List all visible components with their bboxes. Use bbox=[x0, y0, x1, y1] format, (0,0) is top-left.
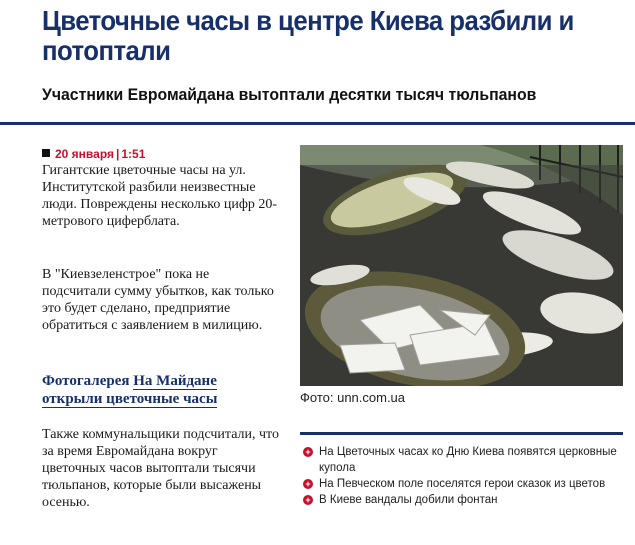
related-news-link[interactable]: На Цветочных часах ко Дню Киева появятся церковные купола bbox=[319, 446, 617, 474]
date-separator: | bbox=[116, 147, 120, 161]
gallery-link[interactable]: На Майдане открыли цветочные часы bbox=[42, 373, 218, 407]
dateline bbox=[42, 146, 145, 162]
article-time: 1:51 bbox=[121, 147, 146, 161]
related-news-link[interactable]: В Киеве вандалы добили фонтан bbox=[319, 494, 498, 506]
article-subheadline: Участники Евромайдана вытоптали десятки тысяч тюльпанов bbox=[42, 85, 537, 104]
article-paragraph: Гигантские цветочные часы на ул. Институтской разбили неизвестные люди. Повреждены несколько цифр 20-метрового циферблата. bbox=[42, 163, 278, 229]
related-divider bbox=[300, 432, 623, 435]
related-news-item[interactable] bbox=[303, 444, 623, 476]
gallery-label: Фотогалерея bbox=[42, 373, 130, 389]
square-bullet-icon bbox=[42, 149, 50, 157]
related-news-link[interactable]: На Певческом поле поселятся герои сказок из цветов bbox=[319, 478, 606, 490]
related-news-item[interactable] bbox=[303, 476, 623, 492]
plus-circle-icon: + bbox=[303, 479, 313, 489]
plus-circle-icon: + bbox=[303, 495, 313, 505]
article-paragraph: В "Киевзеленстрое" пока не подсчитали сумму убытков, как только это будет сделано, предприятие обратиться с заявлением в милицию. bbox=[42, 267, 274, 333]
header-divider bbox=[0, 122, 635, 125]
article-photo bbox=[300, 145, 623, 386]
related-news-item[interactable] bbox=[303, 492, 623, 508]
related-news-list bbox=[303, 444, 623, 508]
flower-clock-photo bbox=[300, 145, 623, 386]
photo-gallery-promo bbox=[42, 372, 272, 408]
photo-caption: Фото: unn.com.ua bbox=[300, 390, 406, 405]
article-date: 20 января bbox=[55, 147, 114, 161]
article-paragraph: Также коммунальщики подсчитали, что за время Евромайдана вокруг цветочных часов вытоптали тысячи тюльпанов, которые были высажены осенью. bbox=[42, 427, 279, 510]
plus-circle-icon: + bbox=[303, 447, 313, 457]
article-headline: Цветочные часы в центре Киева разбили и потоптали bbox=[42, 5, 574, 66]
